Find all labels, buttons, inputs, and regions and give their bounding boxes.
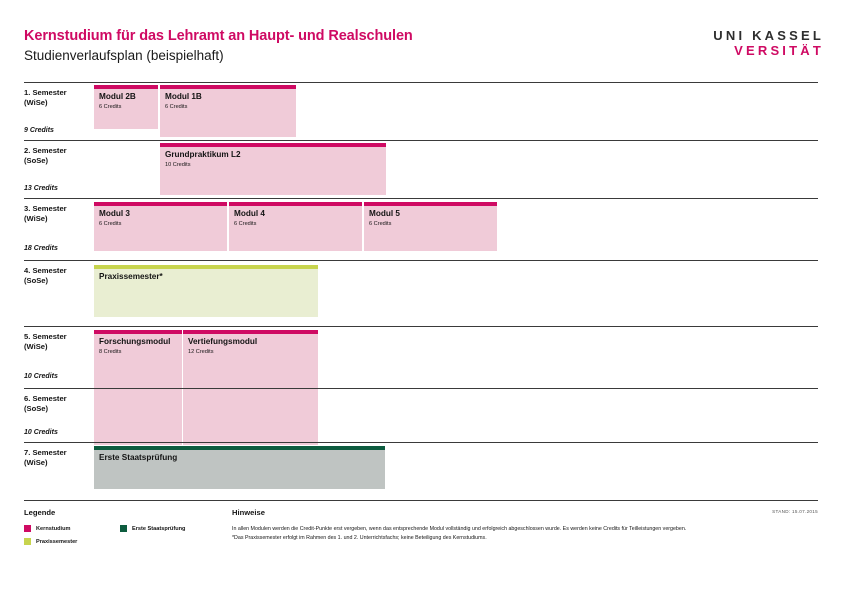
document-code: STAND: 15.07.2015 (772, 509, 818, 514)
semester-row-6 (24, 388, 818, 443)
semester-label-line2: (SoSe) (24, 276, 49, 285)
module-title: Modul 1B (165, 92, 202, 101)
semester-credits-1: 9 Credits (24, 127, 54, 134)
module-block-modul-5[interactable] (364, 202, 497, 251)
semester-label-line1: 5. Semester (24, 332, 67, 341)
semester-row-3 (24, 198, 818, 261)
module-title: Vertiefungsmodul (188, 337, 258, 346)
semester-label-6 (24, 394, 90, 414)
semester-row-5 (24, 326, 818, 389)
module-title: Grundpraktikum L2 (165, 150, 241, 159)
page-subtitle: Studienverlaufsplan (beispielhaft) (24, 48, 224, 63)
legend-column-right (120, 525, 185, 538)
legend-item-label: Kernstudium (36, 525, 71, 532)
legend-swatch-icon (24, 538, 31, 545)
legend (24, 508, 224, 555)
hinweise-title: Hinweise (232, 508, 265, 517)
semester-label-line1: 7. Semester (24, 448, 67, 457)
legend-item-label: Praxissemester (36, 538, 78, 545)
semester-label-line2: (SoSe) (24, 404, 49, 413)
module-title: Modul 2B (99, 92, 136, 101)
semester-label-line2: (WiSe) (24, 458, 48, 467)
semester-label-1 (24, 88, 90, 108)
semester-label-line2: (SoSe) (24, 156, 49, 165)
module-title: Forschungsmodul (99, 337, 171, 346)
logo-line-2: VERSITÄT (734, 43, 824, 58)
module-block-praxissemester[interactable] (94, 265, 318, 317)
semester-label-line2: (WiSe) (24, 342, 48, 351)
hinweise-line-1: In allen Modulen werden die Credit-Punkte erst vergeben, wenn das entsprechende Modul vollständig und erfolgreich abgeschlossen wurde. Es werden keine Credits für Teilleistungen vergeben. (232, 526, 687, 532)
legend-title: Legende (24, 508, 56, 517)
module-credits: 10 Credits (165, 162, 191, 168)
semester-credits-6: 10 Credits (24, 429, 58, 436)
module-block-modul-2b[interactable] (94, 85, 158, 129)
module-credits: 8 Credits (99, 349, 122, 355)
module-credits: 6 Credits (99, 221, 122, 227)
module-credits: 6 Credits (165, 104, 188, 110)
module-block-grundpraktikum-l2[interactable] (160, 143, 386, 195)
semester-credits-5: 10 Credits (24, 373, 58, 380)
module-credits: 12 Credits (188, 349, 214, 355)
module-title: Modul 3 (99, 209, 130, 218)
semester-row-1 (24, 82, 818, 141)
semester-label-3 (24, 204, 90, 224)
module-title: Erste Staatsprüfung (99, 453, 178, 462)
page-title: Kernstudium für das Lehramt an Haupt- und Realschulen (24, 28, 413, 44)
module-block-modul-1b[interactable] (160, 85, 296, 137)
semester-label-line1: 6. Semester (24, 394, 67, 403)
module-credits: 6 Credits (369, 221, 392, 227)
legend-items (24, 525, 224, 555)
logo-line-1: UNI KASSEL (713, 28, 824, 43)
module-block-erste-staatspruefung[interactable] (94, 446, 385, 489)
semester-label-line1: 2. Semester (24, 146, 67, 155)
module-block-modul-3[interactable] (94, 202, 227, 251)
module-title: Praxissemester* (99, 272, 163, 281)
semester-label-line2: (WiSe) (24, 214, 48, 223)
header (24, 28, 824, 74)
legend-swatch-icon (24, 525, 31, 532)
semester-row-4 (24, 260, 818, 327)
semester-row-2 (24, 140, 818, 199)
legend-column-left (24, 525, 77, 551)
semester-label-2 (24, 146, 90, 166)
semester-label-line1: 3. Semester (24, 204, 67, 213)
legend-item-label: Erste Staatsprüfung (132, 525, 186, 532)
university-logo (713, 28, 824, 58)
module-block-modul-4[interactable] (229, 202, 362, 251)
studienverlaufsplan-chart (24, 82, 818, 482)
legend-item-praxissemester (24, 538, 77, 545)
semester-label-4 (24, 266, 90, 286)
semester-row-7 (24, 442, 818, 501)
legend-swatch-icon (120, 525, 127, 532)
semester-credits-2: 13 Credits (24, 185, 58, 192)
semester-label-line1: 4. Semester (24, 266, 67, 275)
module-credits: 6 Credits (99, 104, 122, 110)
hinweise-line-2: *Das Praxissemester erfolgt im Rahmen des 1. und 2. Unterrichtsfachs; keine Beteiligung des Kernstudiums. (232, 535, 487, 541)
semester-label-line1: 1. Semester (24, 88, 67, 97)
module-title: Modul 4 (234, 209, 265, 218)
hinweise (232, 508, 818, 543)
module-credits: 6 Credits (234, 221, 257, 227)
semester-label-7 (24, 448, 90, 468)
semester-credits-3: 18 Credits (24, 245, 58, 252)
semester-label-line2: (WiSe) (24, 98, 48, 107)
legend-item-staatspruefung (120, 525, 185, 532)
module-title: Modul 5 (369, 209, 400, 218)
semester-label-5 (24, 332, 90, 352)
legend-item-kernstudium (24, 525, 77, 532)
footer-divider (24, 500, 818, 501)
